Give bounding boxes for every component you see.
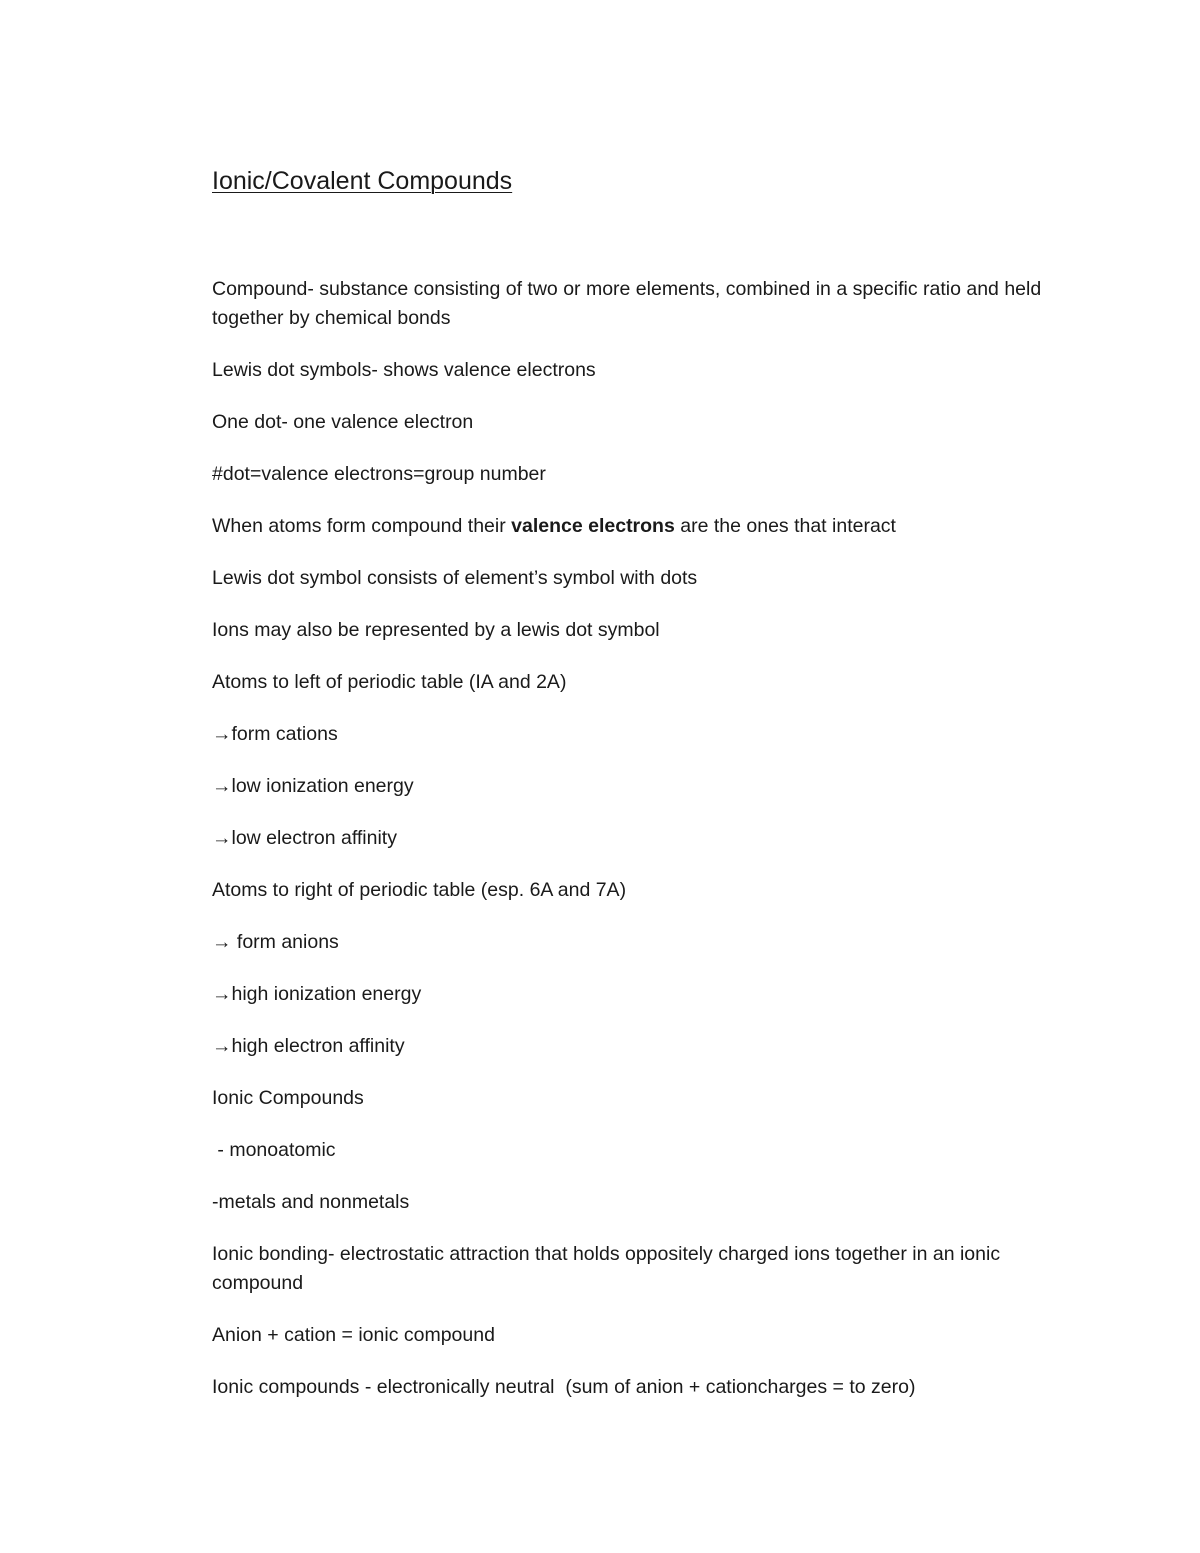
bold-term-valence-electrons: valence electrons — [511, 515, 675, 537]
list-item-low-affinity: →low electron affinity — [212, 827, 397, 849]
list-item-high-ionization: →high ionization energy — [212, 983, 422, 1005]
list-item-monoatomic: - monoatomic — [212, 1139, 336, 1161]
text-segment: When atoms form compound their — [212, 515, 512, 537]
paragraph-ionic-bonding: Ionic bonding- electrostatic attraction that holds oppositely charged ions together in an ionic compound — [212, 1243, 1001, 1294]
paragraph-compound-definition: Compound- substance consisting of two or more elements, combined in a specific ratio and held together by chemical bonds — [212, 278, 1042, 329]
paragraph-atoms-left: Atoms to left of periodic table (IA and 2A) — [212, 671, 567, 693]
paragraph-electronically-neutral: Ionic compounds - electronically neutral (sum of anion + cationcharges = to zero) — [212, 1376, 916, 1398]
paragraph-anion-cation: Anion + cation = ionic compound — [212, 1324, 495, 1346]
text-segment: are the ones that interact — [674, 515, 896, 537]
list-item-form-anions: → form anions — [212, 931, 339, 953]
paragraph-valence-interaction — [212, 512, 1052, 541]
list-item-form-cations: →form cations — [212, 723, 338, 745]
paragraph-lewis-dot-composition: Lewis dot symbol consists of element’s symbol with dots — [212, 567, 698, 589]
document-body — [212, 275, 1052, 1425]
list-item-high-affinity: →high electron affinity — [212, 1035, 405, 1057]
page-title: Ionic/Covalent Compounds — [212, 167, 513, 195]
paragraph-lewis-dot-symbols: Lewis dot symbols- shows valence electrons — [212, 359, 596, 381]
paragraph-atoms-right: Atoms to right of periodic table (esp. 6A and 7A) — [212, 879, 627, 901]
list-item-low-ionization: →low ionization energy — [212, 775, 414, 797]
paragraph-ions-lewis: Ions may also be represented by a lewis dot symbol — [212, 619, 660, 641]
paragraph-dot-count: #dot=valence electrons=group number — [212, 463, 546, 485]
section-heading-ionic-compounds: Ionic Compounds — [212, 1087, 364, 1109]
list-item-metals-nonmetals: -metals and nonmetals — [212, 1191, 410, 1213]
paragraph-one-dot: One dot- one valence electron — [212, 411, 474, 433]
